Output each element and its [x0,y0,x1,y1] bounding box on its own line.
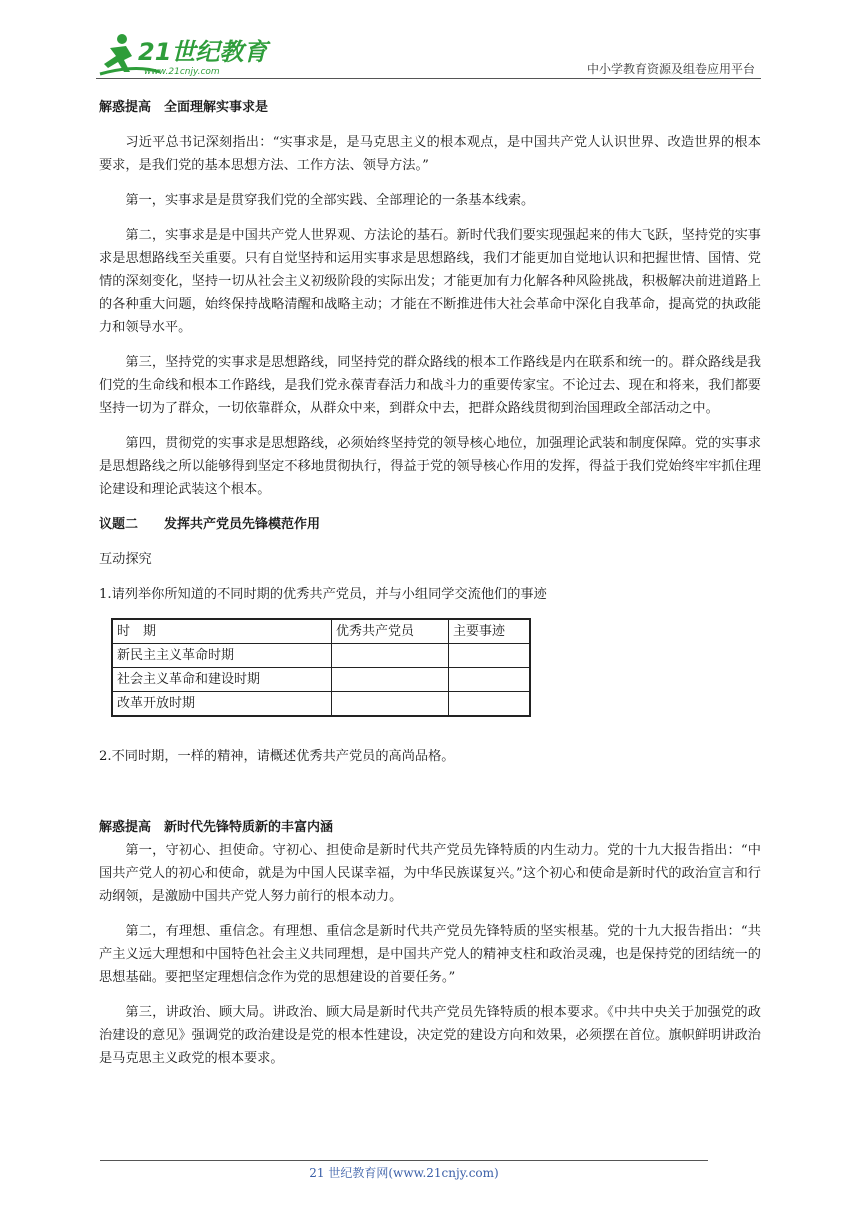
logo-21cnjy [96,30,296,78]
paragraph: 互动探究 [99,552,152,567]
table-cell [332,644,449,668]
paragraph: 第三，坚持党的实事求是思想路线，同坚持党的群众路线的根本工作路线是内在联系和统一的。群众路线是我们党的生命线和根本工作路线，是我们党永葆青春活力和战斗力的重要传家宝。不论过去、现在和将来，我们都要坚持一切为了群众，一切依靠群众，从群众中来，到群众中去，把群众路线贯彻到治国理政全部活动之中。 [99,355,761,416]
table-header-row [112,619,530,644]
paragraph: 2.不同时期，一样的精神，请概述优秀共产党员的高尚品格。 [99,749,455,764]
document-body [99,96,761,1082]
footer-divider [100,1160,708,1161]
paragraph: 习近平总书记深刻指出：“实事求是，是马克思主义的根本观点，是中国共产党人认识世界、改造世界的根本要求，是我们党的基本思想方法、工作方法、领导方法。” [99,135,761,173]
table-cell: 新民主主义革命时期 [112,644,332,668]
svg-text:21世纪教育: 21世纪教育 [138,38,268,66]
table-cell: 改革开放时期 [112,692,332,717]
table-header-cell: 主要事迹 [449,619,531,644]
table-row [112,668,530,692]
paragraph: 第二，实事求是是中国共产党人世界观、方法论的基石。新时代我们要实现强起来的伟大飞跃，坚持党的实事求是思想路线至关重要。只有自觉坚持和运用实事求是思想路线，我们才能更加自觉地认识和把握世情、国情、党情的深刻变化，坚持一切从社会主义初级阶段的实际出发；才能更加有力化解各种风险挑战，积极解决前进道路上的各种重大问题，始终保持战略清醒和战略主动；才能在不断推进伟大社会革命中深化自我革命，提高党的执政能力和领导水平。 [99,228,761,335]
page-header [96,30,761,82]
table-cell [332,692,449,717]
svg-text:www.21cnjy.com: www.21cnjy.com [144,67,220,77]
section-heading: 议题二 发挥共产党员先锋模范作用 [99,517,321,532]
paragraph: 第一，实事求是是贯穿我们党的全部实践、全部理论的一条基本线索。 [125,193,535,208]
table-header-cell: 优秀共产党员 [332,619,449,644]
paragraph: 第四，贯彻党的实事求是思想路线，必须始终坚持党的领导核心地位，加强理论武装和制度保障。党的实事求是思想路线之所以能够得到坚定不移地贯彻执行，得益于党的领导核心作用的发挥，得益于我们党始终牢牢抓住理论建设和理论武装这个根本。 [99,436,761,497]
section-group-3 [99,816,761,1070]
paragraph: 第一，守初心、担使命。守初心、担使命是新时代共产党员先锋特质的内生动力。党的十九大报告指出：“中国共产党人的初心和使命，就是为中国人民谋幸福，为中华民族谋复兴。”这个初心和使命是新时代的政治宣言和行动纲领，是激励中国共产党人努力前行的根本动力。 [99,843,761,904]
section-group-2 [99,745,761,768]
section-group-1 [99,96,761,606]
footer-source: 21 世纪教育网(www.21cnjy.com) [309,1166,499,1180]
paragraph: 第二，有理想、重信念。有理想、重信念是新时代共产党员先锋特质的坚实根基。党的十九大报告指出：“共产主义远大理想和中国特色社会主义共同理想，是中国共产党人的精神支柱和政治灵魂，也是保持党的团结统一的思想基础。要把坚定理想信念作为党的思想建设的首要任务。” [99,924,761,985]
table-cell [449,668,531,692]
paragraph: 1.请列举你所知道的不同时期的优秀共产党员，并与小组同学交流他们的事迹 [99,587,547,602]
platform-name: 中小学教育资源及组卷应用平台 [586,62,755,76]
paragraph: 第三，讲政治、顾大局。讲政治、顾大局是新时代共产党员先锋特质的根本要求。《中共中央关于加强党的政治建设的意见》强调党的政治建设是党的根本性建设，决定党的建设方向和效果，必须摆在首位。旗帜鲜明讲政治是马克思主义政党的根本要求。 [99,1005,761,1066]
party-members-table [111,618,531,717]
table-cell [449,692,531,717]
table-row [112,644,530,668]
section-heading: 解惑提高 新时代先锋特质新的丰富内涵 [99,820,334,835]
table-header-cell: 时 期 [112,619,332,644]
table-cell: 社会主义革命和建设时期 [112,668,332,692]
table-row [112,692,530,717]
table-cell [332,668,449,692]
header-divider [96,78,761,79]
table-cell [449,644,531,668]
section-heading: 解惑提高 全面理解实事求是 [99,100,269,115]
